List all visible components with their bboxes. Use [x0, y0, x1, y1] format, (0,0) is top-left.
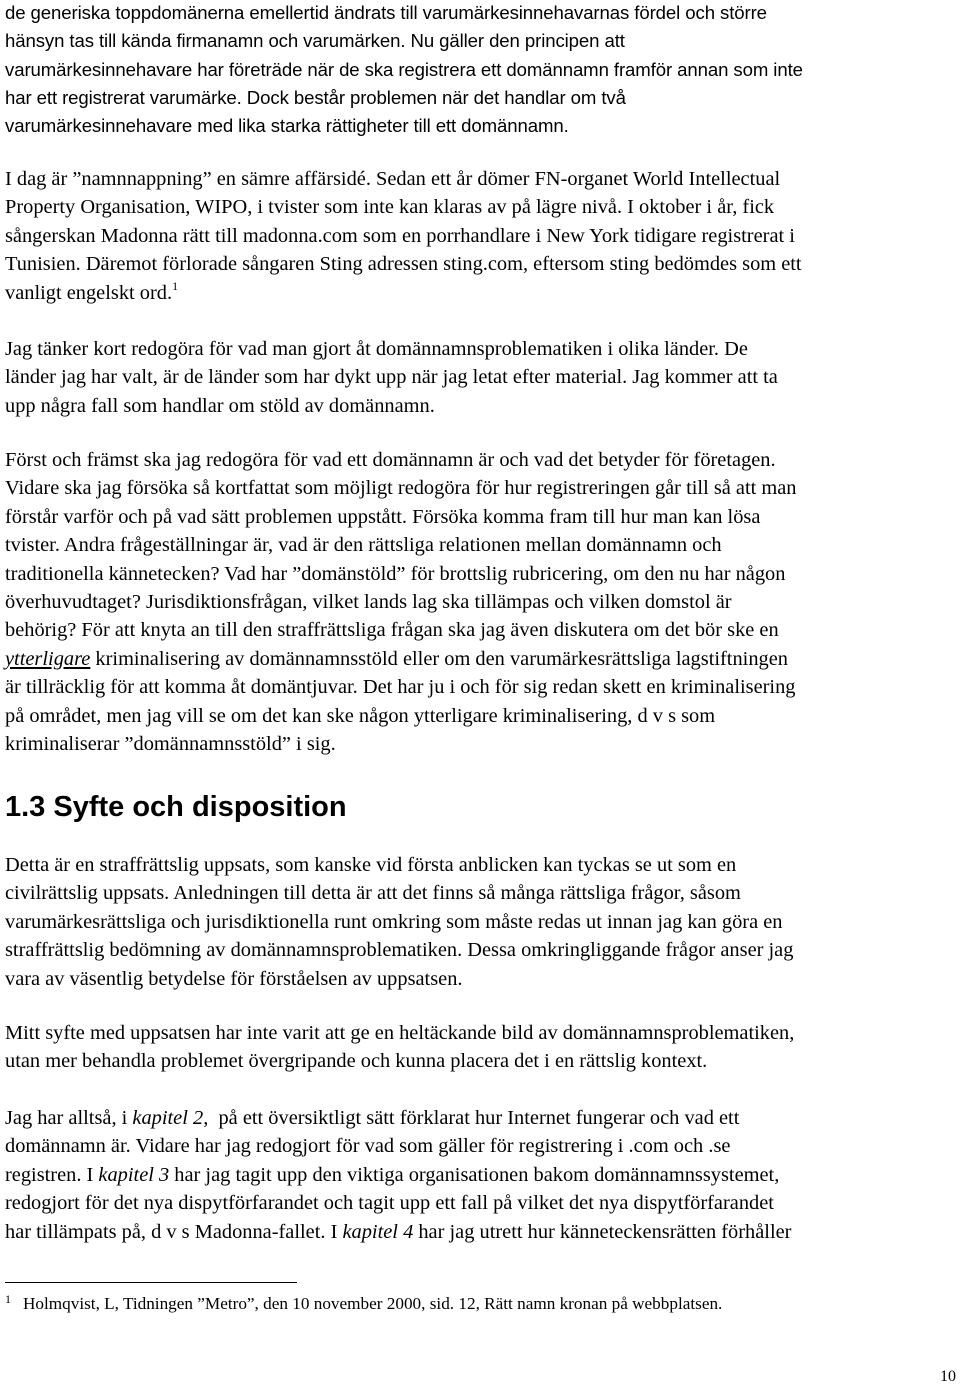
text-line: Först och främst ska jag redogöra för vad ett domännamn är och vad det betyder för företagen. [5, 449, 776, 471]
text-line: kriminaliserar ”domännamnsstöld” i sig. [5, 732, 336, 755]
text-segment: har jag tagit upp den viktiga organisationen bakom domännamnssystemet, [169, 1163, 780, 1186]
footnote-divider [5, 1282, 297, 1283]
text-segment: har tillämpats på, d v s Madonna-fallet. I [5, 1220, 343, 1243]
text-line: traditionella kännetecken? Vad har ”domänstöld” för brottslig rubricering, om den nu har någon [5, 562, 786, 585]
text-line: redogjort för det nya dispytförfarandet och tagit upp ett fall på vilket det nya dispytförfarandet [5, 1192, 774, 1215]
text-line: Jag tänker kort redogöra för vad man gjort åt domännamnsproblematiken i olika länder. De [5, 338, 748, 360]
footnote-reference: 1 [172, 278, 179, 293]
text-line: länder jag har valt, är de länder som har dykt upp när jag letat efter material. Jag kommer att ta [5, 366, 778, 389]
text-line: hänsyn tas till kända firmanamn och varumärken. Nu gäller den principen att [5, 30, 625, 52]
footnote-text: Holmqvist, L, Tidningen ”Metro”, den 10 november 2000, sid. 12, Rätt namn kronan på webbplatsen. [23, 1294, 723, 1313]
text-line [5, 1104, 953, 1132]
page-number: 10 [940, 1368, 956, 1385]
paragraph-namnnappning [5, 165, 953, 304]
text-line: har ett registrerat varumärke. Dock består problemen när det handlar om två [5, 86, 626, 108]
text-line: Mitt syfte med uppsatsen har inte varit att ge en heltäckande bild av domännamnsproblematiken, [5, 1022, 795, 1044]
footnote-number: 1 [5, 1292, 11, 1306]
paragraph-disposition [5, 1104, 953, 1243]
text-line [5, 279, 953, 307]
paragraph-frageställningar [5, 446, 953, 755]
intro-paragraph [5, 0, 953, 137]
text-line: varumärkesrättsliga och jurisdiktionella runt omkring som måste redas ut innan jag kan göra en [5, 910, 783, 933]
text-segment: , på ett översiktligt sätt förklarat hur Internet fungerar och vad ett [203, 1107, 740, 1129]
text-line [5, 645, 953, 673]
text-line: förstår varför och på vad sätt problemen uppstått. Försöka komma fram till hur man kan lösa [5, 505, 761, 528]
text-line: I dag är ”namnnappning” en sämre affärsidé. Sedan ett år dömer FN-organet World Intellectual [5, 168, 781, 190]
text-line [5, 1161, 953, 1189]
text-line: på området, men jag vill se om det kan ske någon ytterligare kriminalisering, d v s som [5, 704, 716, 727]
text-segment: registren. I [5, 1163, 99, 1186]
chapter-reference: kapitel 2 [132, 1107, 204, 1129]
text-line: vara av väsentlig betydelse för förståelsen av uppsatsen. [5, 967, 463, 990]
text-segment: har jag utrett hur känneteckensrätten förhåller [413, 1220, 792, 1243]
paragraph-syfte [5, 1019, 953, 1073]
paragraph-straffrattslig [5, 851, 953, 990]
text-line: behörig? För att knyta an till den straffrättsliga frågan ska jag även diskutera om det bör ske en [5, 619, 779, 642]
text-line: utan mer behandla problemet övergripande och kunna placera det i en rättslig kontext. [5, 1050, 708, 1073]
text-line: de generiska toppdomänerna emellertid ändrats till varumärkesinnehavarnas fördel och större [5, 2, 767, 23]
text-segment: Jag har alltså, i [5, 1107, 133, 1129]
text-line: är tillräcklig för att komma åt domäntjuvar. Det har ju i och för sig redan skett en kriminalisering [5, 676, 796, 699]
text-segment: kriminalisering av domännamnsstöld eller om den varumärkesrättsliga lagstiftningen [90, 647, 788, 670]
text-line: tvister. Andra frågeställningar är, vad är den rättsliga relationen mellan domännamn och [5, 534, 722, 557]
text-segment: vanligt engelskt ord. [5, 281, 173, 304]
text-line: sångerskan Madonna rätt till madonna.com som en porrhandlare i New York tidigare registrerat i [5, 224, 795, 247]
text-line: Tunisien. Däremot förlorade sångaren Sting adressen sting.com, eftersom sting bedömdes som ett [5, 253, 802, 276]
text-line [5, 1218, 953, 1246]
section-heading: 1.3 Syfte och disposition [5, 791, 347, 823]
text-line: Vidare ska jag försöka så kortfattat som möjligt redogöra för hur registreringen går till så att man [5, 477, 797, 500]
text-line: Property Organisation, WIPO, i tvister som inte kan klaras av på lägre nivå. I oktober i år, fick [5, 196, 775, 219]
text-line: upp några fall som handlar om stöld av domännamn. [5, 394, 435, 417]
text-line: Detta är en straffrättslig uppsats, som kanske vid första anblicken kan tyckas se ut som en [5, 854, 737, 876]
chapter-reference: kapitel 3 [98, 1163, 170, 1186]
chapter-reference: kapitel 4 [342, 1220, 414, 1243]
footnote [5, 1292, 722, 1316]
text-line: straffrättslig bedömning av domännamnsproblematiken. Dessa omkringliggande frågor anser jag [5, 939, 794, 962]
text-line: överhuvudtaget? Jurisdiktionsfrågan, vilket lands lag ska tillämpas och vilken domstol är [5, 590, 732, 613]
paragraph-lander [5, 335, 953, 417]
text-line: civilrättslig uppsats. Anledningen till detta är att det finns så många rättsliga frågor, såsom [5, 882, 741, 905]
text-line: varumärkesinnehavare med lika starka rättigheter till ett domännamn. [5, 115, 569, 137]
text-line: domännamn är. Vidare har jag redogjort för vad som gäller för registrering i .com och .se [5, 1135, 731, 1158]
italic-term: ytterligare [5, 647, 91, 670]
text-line: varumärkesinnehavare har företräde när de ska registrera ett domännamn framför annan som inte [5, 58, 803, 80]
